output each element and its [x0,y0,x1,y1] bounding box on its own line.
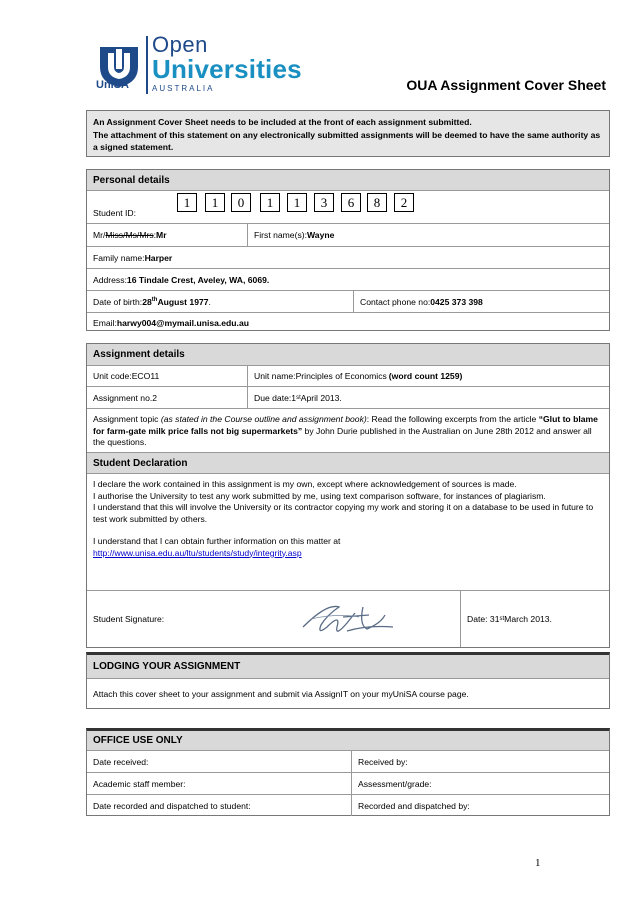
signature-image [297,597,397,643]
topic-article: “Glut to blame for farm-gate milk price falls not big supermarkets” [93,414,598,436]
phone-cell [353,291,483,312]
oua-logo-line1: Open [152,32,208,57]
date-recorded-label: Date recorded and dispatched to student: [93,800,251,811]
student-id-digit: 6 [341,193,361,212]
declaration-body [87,473,609,590]
intro-line1: An Assignment Cover Sheet needs to be included at the front of each assignment submitted. [93,117,472,127]
recorded-by-label: Recorded and dispatched by: [351,795,470,816]
dob-day: 28 [142,296,152,307]
family-name-label: Family name: [93,252,145,263]
student-id-digit: 1 [287,193,307,212]
signature-cell [87,591,460,647]
declaration-p3: I understand that this will involve the University or its contractor copying my work and storing it on a database to be used in future to test work submitted by others. [93,502,594,524]
unit-name-label: Unit name: [254,371,296,381]
student-id-digit: 8 [367,193,387,212]
unit-row [87,365,609,386]
due-day: 1 [291,392,297,403]
assignment-no-cell [87,387,247,408]
assessment-grade-label: Assessment/grade: [351,773,432,794]
office-use-header: OFFICE USE ONLY [87,731,609,750]
assignment-no-row [87,386,609,408]
oua-logo [152,34,302,93]
signature-row [87,590,609,647]
integrity-link[interactable]: http://www.unisa.edu.au/ltu/students/study/integrity.asp [93,547,302,558]
student-id-digit: 2 [394,193,414,212]
student-id-digit: 1 [260,193,280,212]
office-use-section [86,728,610,816]
logo-divider [146,36,148,94]
unit-name-cell [247,366,462,386]
due-suffix: st [296,394,301,401]
phone-label: Contact phone no: [360,296,431,307]
declaration-date-suffix: st [499,616,505,622]
intro-box [86,110,610,157]
unisa-logo-text: UniSA [96,79,129,91]
phone-value: 0425 373 398 [430,296,483,307]
email-label: Email: [93,317,117,328]
declaration-p4: I understand that I can obtain further information on this matter at [93,536,341,546]
declaration-date-rest: March 2013. [504,614,552,624]
dob-row [87,290,609,312]
name-row [87,223,609,246]
topic-rest: by John Durie published in the Australian on June 28th 2012 and answer all the questions. [93,425,592,447]
unit-code-label: Unit code: [93,371,132,381]
dob-label: Date of birth: [93,296,143,307]
office-row-2 [87,772,609,794]
address-label: Address: [93,274,127,285]
lodging-section [86,652,610,709]
assignment-no-label: Assignment no. [93,392,153,403]
title-label: Mr/ [93,230,106,240]
unit-code-cell [87,366,247,386]
lodging-text: Attach this cover sheet to your assignment and submit via AssignIT on your myUniSA course page. [87,678,609,708]
student-id-digit: 1 [177,193,197,212]
declaration-p2: I authorise the University to test any work submitted by me, using text comparison software, for instances of plagiarism. [93,490,546,501]
dob-cell [87,291,353,312]
declaration-header: Student Declaration [87,452,609,473]
office-row-3 [87,794,609,816]
dob-suffix: th [151,296,158,303]
address-row [87,268,609,290]
student-id-label: Student ID: [93,208,136,218]
page-title: OUA Assignment Cover Sheet [406,77,606,93]
unit-name-value: Principles of Economics [295,371,387,381]
title-label-struck: Miss/Ms/Mrs [105,230,154,240]
personal-details-header: Personal details [87,170,609,190]
topic-label: Assignment topic [93,414,161,424]
signature-label: Student Signature: [93,614,165,624]
first-name-cell [247,224,334,246]
first-name-value: Wayne [307,230,335,240]
due-date-label: Due date: [254,392,292,403]
academic-staff-label: Academic staff member: [93,778,186,789]
assignment-topic-row [87,408,609,452]
assignment-details-section [86,343,610,648]
title-label-colon: : [153,230,157,240]
received-by-label: Received by: [351,751,408,772]
address-value: 16 Tindale Crest, Aveley, WA, 6069. [126,274,270,285]
student-id-digit: 0 [231,193,251,212]
page-number: 1 [535,857,541,869]
due-rest: April 2013. [300,392,342,403]
assignment-no-value: 2 [152,392,158,403]
family-name-value: Harper [144,252,173,263]
email-value: harwy004@mymail.unisa.edu.au [116,317,249,328]
intro-line2: The attachment of this statement on any electronically submitted assignments will be deemed to have the same authority as a signed statement. [93,129,601,152]
declaration-date-cell [460,591,552,647]
title-value: Mr [156,230,167,240]
email-row [87,312,609,332]
oua-logo-line3: AUSTRALIA [152,84,215,93]
family-name-row [87,246,609,268]
topic-note: (as stated in the Course outline and assignment book) [160,414,367,424]
office-row-1 [87,750,609,772]
due-date-cell [247,387,342,408]
word-count: (word count 1259) [388,371,463,381]
student-id-digit: 3 [314,193,334,212]
date-received-label: Date received: [93,756,149,767]
topic-colon: : Read the following excerpts from the article [366,414,539,424]
assignment-details-header: Assignment details [87,344,609,365]
unit-code-value: ECO11 [131,371,160,381]
declaration-date-label: Date: 31 [467,614,500,624]
declaration-p1: I declare the work contained in this assignment is my own, except where acknowledgement of sources is made. [93,479,517,489]
title-cell [87,224,247,246]
lodging-header: LODGING YOUR ASSIGNMENT [87,655,609,678]
dob-end: . [208,296,211,307]
first-name-label: First name(s): [254,230,307,240]
dob-rest: August 1977 [157,296,209,307]
oua-logo-line2: Universities [152,54,302,84]
student-id-digit: 1 [205,193,225,212]
